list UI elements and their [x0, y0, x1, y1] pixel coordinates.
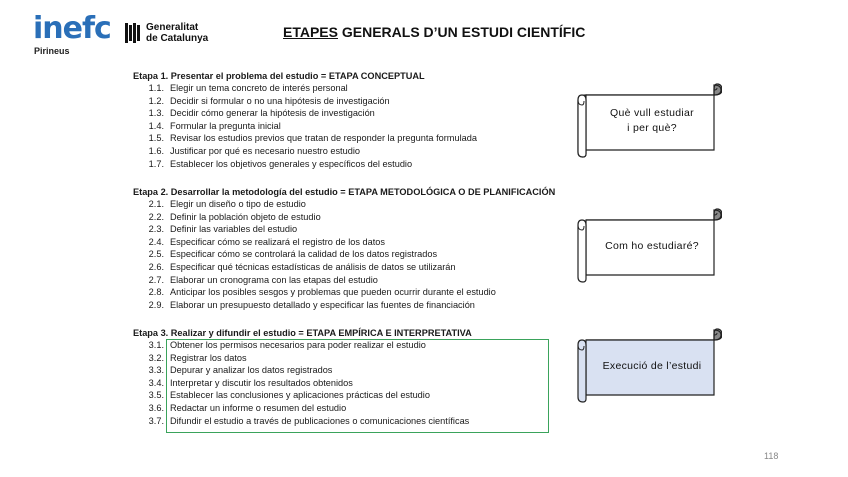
- inefc-logo: [33, 11, 111, 56]
- list-item: [133, 261, 563, 274]
- item-text: Obtener los permisos necesarios para poder realizar el estudio: [170, 340, 426, 350]
- item-text: Anticipar los posibles sesgos y problemas que pueden ocurrir durante el estudio: [170, 287, 496, 298]
- list-item: [133, 132, 563, 145]
- list-item: [133, 211, 563, 224]
- item-number: 1.1.: [148, 83, 164, 93]
- inefc-logo-word: inefc: [33, 11, 111, 46]
- item-number: 1.4.: [148, 120, 164, 131]
- item-text: Justificar por qué es necesario nuestro estudio: [170, 145, 360, 156]
- inefc-logo-subtitle: Pirineus: [34, 46, 70, 56]
- item-text: Decidir si formular o no una hipótesis de investigación: [170, 95, 390, 106]
- item-text: Registrar los datos: [170, 352, 247, 363]
- scroll-label: [586, 219, 718, 273]
- list-item: [133, 236, 563, 249]
- list-item: [133, 95, 563, 108]
- item-number: 2.7.: [148, 274, 164, 285]
- scroll-label: [586, 339, 718, 393]
- page-title-underlined: ETAPES: [283, 24, 338, 40]
- list-item: [133, 223, 563, 236]
- list-item: [133, 107, 563, 120]
- item-number: 2.4.: [148, 236, 164, 247]
- item-number: 1.6.: [148, 145, 164, 156]
- scroll-stage-2: [576, 205, 722, 283]
- item-number: 3.5.: [148, 390, 164, 401]
- item-text: Establecer las conclusiones y aplicaciones prácticas del estudio: [170, 390, 430, 401]
- list-item: [133, 248, 563, 261]
- item-text: Elegir un diseño o tipo de estudio: [170, 199, 306, 209]
- item-text: Elaborar un presupuesto detallado y especificar las fuentes de financiación: [170, 299, 475, 310]
- item-text: Redactar un informe o resumen del estudio: [170, 402, 347, 413]
- item-number: 1.2.: [148, 95, 164, 106]
- generalitat-logo-line1: Generalitat: [146, 22, 199, 33]
- list-item: [133, 120, 563, 133]
- item-number: 2.8.: [148, 287, 164, 298]
- item-number: 2.5.: [148, 249, 164, 260]
- item-text: Especificar qué técnicas estadísticas de análisis de datos se utilizarán: [170, 261, 456, 272]
- item-text: Decidir cómo generar la hipótesis de investigación: [170, 108, 375, 119]
- item-number: 1.3.: [148, 108, 164, 119]
- scroll-label-line2: i per què?: [627, 122, 677, 134]
- item-text: Definir la población objeto de estudio: [170, 211, 321, 222]
- item-number: 2.1.: [148, 199, 164, 209]
- list-item: [133, 158, 563, 171]
- item-text: Elaborar un cronograma con las etapas del estudio: [170, 274, 378, 285]
- stage-heading: Etapa 2. Desarrollar la metodología del estudio = ETAPA METODOLÓGICA O DE PLANIFICACIÓN: [133, 187, 556, 197]
- item-number: 3.2.: [148, 352, 164, 363]
- list-item: [133, 286, 563, 299]
- list-item: [133, 299, 563, 312]
- stage-list: [133, 198, 563, 311]
- generalitat-logo-line2: de Catalunya: [146, 33, 209, 44]
- item-number: 3.1.: [148, 340, 164, 350]
- stage-list: [133, 82, 563, 170]
- page-number: 118: [764, 451, 779, 461]
- item-number: 3.7.: [148, 415, 164, 426]
- scroll-label-line1: Execució de l’estudi: [602, 359, 702, 372]
- item-number: 1.5.: [148, 133, 164, 144]
- item-number: 2.6.: [148, 261, 164, 272]
- stage-2: [133, 186, 563, 311]
- list-item: [133, 145, 563, 158]
- stage-1: [133, 70, 563, 170]
- stage-3-highlight-box: [166, 339, 549, 433]
- item-text: Establecer los objetivos generales y específicos del estudio: [170, 158, 413, 169]
- scroll-stage-1: [576, 80, 722, 158]
- page-title-rest: GENERALS D’UN ESTUDI CIENTÍFIC: [337, 24, 586, 40]
- item-text: Depurar y analizar los datos registrados: [170, 365, 333, 376]
- stage-heading: Etapa 1. Presentar el problema del estudio = ETAPA CONCEPTUAL: [133, 71, 425, 81]
- generalitat-logo: [125, 22, 208, 44]
- item-number: 2.2.: [148, 211, 164, 222]
- item-text: Difundir el estudio a través de publicaciones o comunicaciones científicas: [170, 415, 470, 426]
- item-text: Especificar cómo se controlará la calidad de los datos registrados: [170, 249, 438, 260]
- item-text: Revisar los estudios previos que tratan de responder la pregunta formulada: [170, 133, 477, 144]
- list-item: [133, 198, 563, 211]
- item-number: 1.7.: [148, 158, 164, 169]
- item-number: 2.9.: [148, 299, 164, 310]
- item-text: Definir las variables del estudio: [170, 224, 298, 235]
- scroll-label-line1: Com ho estudiaré?: [605, 239, 699, 252]
- item-text: Formular la pregunta inicial: [170, 120, 281, 131]
- item-text: Especificar cómo se realizará el registro de los datos: [170, 236, 385, 247]
- scroll-stage-3: [576, 325, 722, 403]
- item-text: Elegir un tema concreto de interés personal: [170, 83, 348, 93]
- generalitat-emblem-icon: [125, 23, 142, 43]
- list-item: [133, 82, 563, 95]
- scroll-label-line1: Què vull estudiar: [610, 107, 694, 119]
- list-item: [133, 274, 563, 287]
- scroll-label: [586, 94, 718, 148]
- item-number: 3.6.: [148, 402, 164, 413]
- item-number: 3.3.: [148, 365, 164, 376]
- generalitat-logo-text: [146, 22, 208, 44]
- item-text: Interpretar y discutir los resultados obtenidos: [170, 377, 353, 388]
- item-number: 3.4.: [148, 377, 164, 388]
- page-title: [283, 24, 585, 40]
- item-number: 2.3.: [148, 224, 164, 235]
- stage-heading: Etapa 3. Realizar y difundir el estudio = ETAPA EMPÍRICA E INTERPRETATIVA: [133, 328, 472, 338]
